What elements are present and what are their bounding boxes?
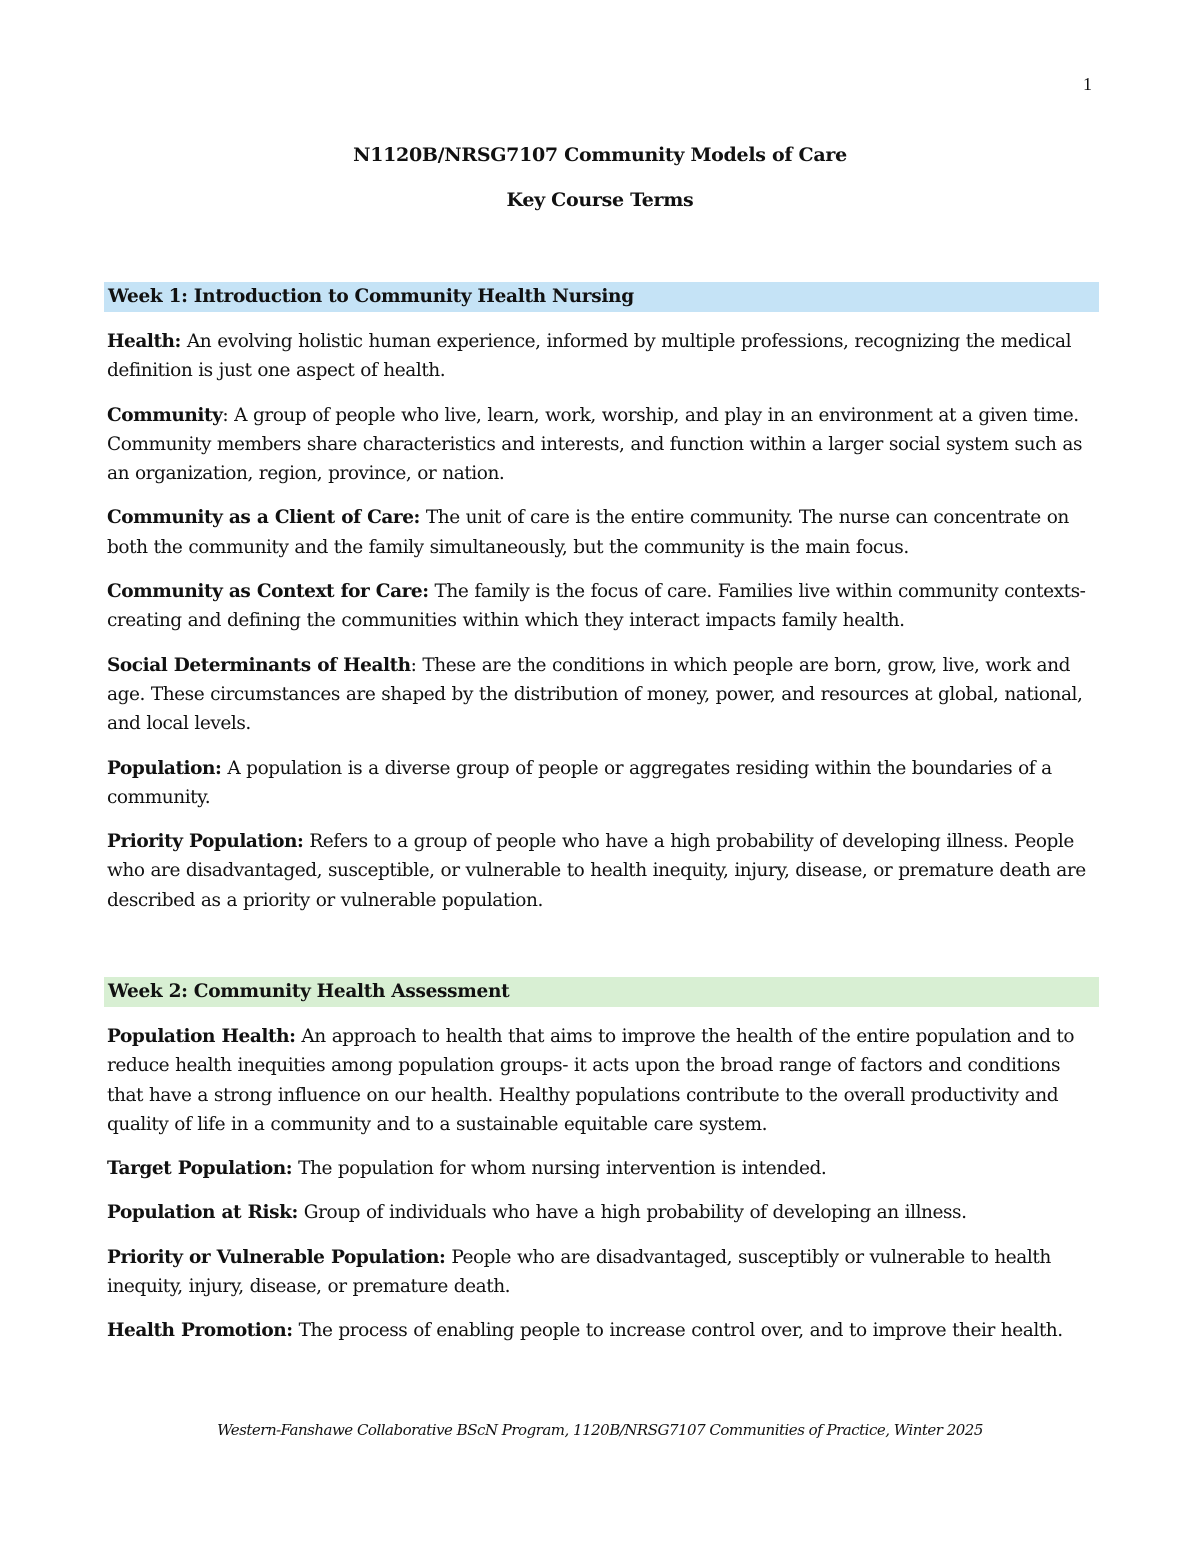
term-definition: An evolving holistic human experience, informed by multiple professions, recognizing the medical definition is just one aspect of health. <box>107 331 1072 382</box>
section-week-1 <box>104 282 1099 915</box>
term-priority-population <box>104 827 1099 915</box>
term-population <box>104 754 1099 813</box>
term-name: Population at Risk: <box>107 1202 298 1224</box>
term-health-promotion <box>104 1316 1099 1345</box>
term-community <box>104 401 1099 489</box>
term-population-health <box>104 1022 1099 1139</box>
term-definition: An approach to health that aims to improve the health of the entire population and to reduce health inequities among population groups- it acts upon the broad range of factors and conditions that have a strong influence on our health. Healthy populations contribute to the overall productivity and quality of life in a community and to a sustainable equitable care system. <box>107 1026 1075 1135</box>
term-name: Population Health: <box>107 1026 296 1047</box>
term-health <box>104 327 1099 386</box>
page-footer: Western-Fanshawe Collaborative BScN Program, 1120B/NRSG7107 Communities of Practice, Winter 2025 <box>217 1421 983 1439</box>
term-definition: The population for whom nursing intervention is intended. <box>292 1158 827 1180</box>
term-social-determinants <box>104 651 1099 739</box>
term-definition: People who are disadvantaged, susceptibly or vulnerable to health inequity, injury, disease, or premature death. <box>107 1246 1051 1298</box>
term-community-as-client <box>104 503 1099 562</box>
term-definition: : These are the conditions in which people are born, grow, live, work and age. These circumstances are shaped by the distribution of money, power, and resources at global, national, and local levels. <box>107 654 1083 735</box>
term-name: Community <box>107 404 223 426</box>
term-name: Community as a Client of Care: <box>107 507 420 529</box>
term-definition: The family is the focus of care. Families live within community contexts- creating and defining the communities within which they interact impacts family health. <box>107 581 1086 632</box>
document-subtitle: Key Course Terms <box>506 189 694 211</box>
term-name: Social Determinants of Health <box>107 654 411 676</box>
term-name: Health Promotion: <box>107 1320 293 1342</box>
term-name: Health: <box>107 331 181 352</box>
term-name: Target Population: <box>107 1158 293 1180</box>
section-heading-week-2: Week 2: Community Health Assessment <box>104 977 1099 1007</box>
term-name: Priority Population: <box>107 831 304 853</box>
term-definition: The process of enabling people to increase control over, and to improve their health. <box>292 1320 1063 1342</box>
term-definition: A population is a diverse group of people or aggregates residing within the boundaries of a community. <box>107 757 1052 808</box>
term-name: Priority or Vulnerable Population: <box>107 1246 446 1268</box>
term-definition: The unit of care is the entire community. The nurse can concentrate on both the community and the family simultaneously, but the community is the main focus. <box>107 507 1069 558</box>
term-priority-vulnerable-population <box>104 1243 1099 1302</box>
term-definition: : A group of people who live, learn, work, worship, and play in an environment at a given time. Community members share characteristics and interests, and function within a larger social system such as an organization, region, province, or nation. <box>107 404 1083 485</box>
term-name: Population: <box>107 757 222 779</box>
term-definition: Refers to a group of people who have a high probability of developing illness. People who are disadvantaged, susceptible, or vulnerable to health inequity, injury, disease, or premature death are described as a priority or vulnerable population. <box>107 831 1086 911</box>
document-title: N1120B/NRSG7107 Community Models of Care <box>353 144 847 166</box>
term-definition: Group of individuals who have a high probability of developing an illness. <box>297 1202 967 1224</box>
term-name: Community as Context for Care: <box>107 581 429 603</box>
term-target-population <box>104 1154 1099 1183</box>
term-population-at-risk <box>104 1198 1099 1227</box>
section-heading-week-1: Week 1: Introduction to Community Health Nursing <box>104 282 1099 312</box>
term-community-as-context <box>104 577 1099 636</box>
page-number: 1 <box>1083 74 1092 94</box>
section-week-2 <box>104 977 1099 1346</box>
